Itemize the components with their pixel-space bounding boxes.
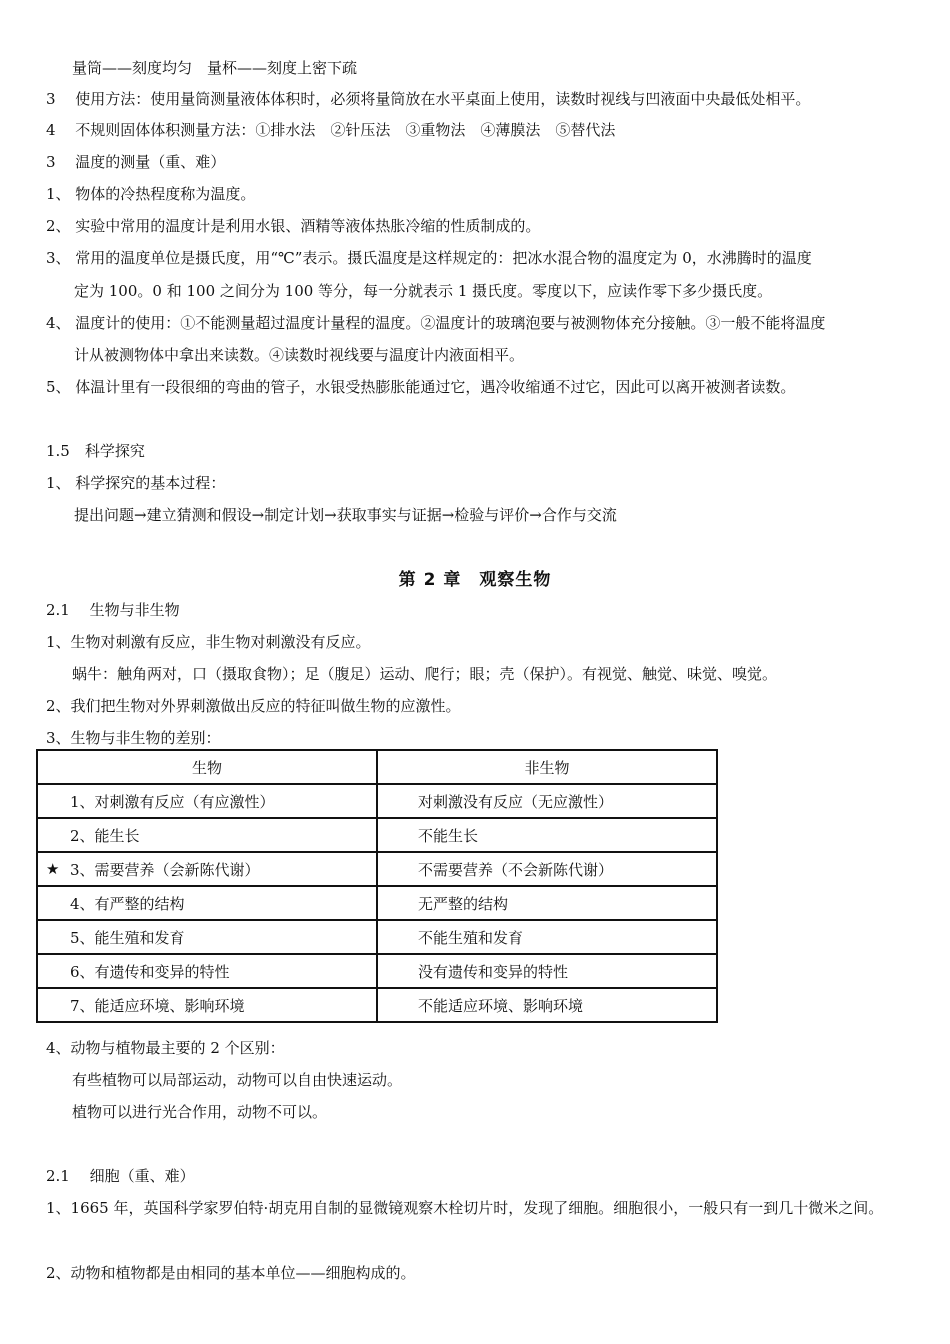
table-row: [37, 954, 717, 988]
table-cell: 无严整的结构: [377, 886, 717, 920]
chapter-title: 第 2 章 观察生物: [398, 570, 552, 590]
text-line: 定为 100。0 和 100 之间分为 100 等分，每一分就表示 1 摄氏度。零度以下，应读作零下多少摄氏度。: [74, 282, 773, 300]
table-row: [37, 886, 717, 920]
table-row: [37, 920, 717, 954]
text-line: 2、 实验中常用的温度计是利用水银、酒精等液体热胀冷缩的性质制成的。: [46, 217, 541, 235]
comparison-table: [36, 749, 718, 1023]
text-line: 1、生物对刺激有反应，非生物对刺激没有反应。: [46, 633, 371, 651]
table-cell: 2、能生长: [37, 818, 377, 852]
text-line: 2、我们把生物对外界刺激做出反应的特征叫做生物的应激性。: [46, 697, 461, 715]
table-cell: 4、有严整的结构: [37, 886, 377, 920]
text-paragraph: 1、1665 年，英国科学家罗伯特·胡克用自制的显微镜观察木栓切片时，发现了细胞。细胞很小，一般只有一到几十微米之间。: [46, 1199, 884, 1217]
table-cell: 不需要营养（不会新陈代谢）: [377, 852, 717, 886]
table-header-living: 生物: [37, 750, 377, 784]
text-line: 蜗牛：触角两对，口（摄取食物）；足（腹足）运动、爬行；眼；壳（保护）。有视觉、触觉、味觉、嗅觉。: [72, 665, 778, 683]
table-cell: 不能适应环境、影响环境: [377, 988, 717, 1022]
text-line: 2、动物和植物都是由相同的基本单位——细胞构成的。: [46, 1264, 416, 1282]
text-line: 4、动物与植物最主要的 2 个区别：: [46, 1039, 285, 1057]
text-line: 植物可以进行光合作用，动物不可以。: [72, 1103, 328, 1121]
text-line: 3、生物与非生物的差别：: [46, 729, 221, 747]
table-header-row: [37, 750, 717, 784]
text-line: 有些植物可以局部运动，动物可以自由快速运动。: [72, 1071, 403, 1089]
process-flow: 提出问题→建立猜测和假设→制定计划→获取事实与证据→检验与评价→合作与交流: [74, 506, 617, 524]
table-cell-starred: [37, 852, 377, 886]
text-line: 量筒——刻度均匀 量杯——刻度上密下疏: [72, 59, 358, 77]
table-cell: 1、对刺激有反应（有应激性）: [37, 784, 377, 818]
table-row: [37, 784, 717, 818]
table-row: [37, 818, 717, 852]
text-line: 1、 科学探究的基本过程：: [46, 474, 226, 492]
section-heading: 1.5 科学探究: [46, 442, 145, 460]
table-cell: 不能生长: [377, 818, 717, 852]
text-line: 4、 温度计的使用：①不能测量超过温度计量程的温度。②温度计的玻璃泡要与被测物体充分接触。③一般不能将温度: [46, 314, 826, 332]
table-row: [37, 852, 717, 886]
text-line: 3、 常用的温度单位是摄氏度，用“℃”表示。摄氏温度是这样规定的：把冰水混合物的温度定为 0，水沸腾时的温度: [46, 249, 812, 267]
text-line: 3 使用方法：使用量筒测量液体体积时，必须将量筒放在水平桌面上使用，读数时视线与凹液面中央最低处相平。: [46, 90, 811, 108]
section-heading: 2.1 细胞（重、难）: [46, 1167, 195, 1185]
table-cell: 对刺激没有反应（无应激性）: [377, 784, 717, 818]
section-heading: 3 温度的测量（重、难）: [46, 153, 226, 171]
table-cell: 5、能生殖和发育: [37, 920, 377, 954]
table-cell: 不能生殖和发育: [377, 920, 717, 954]
table-cell: 6、有遗传和变异的特性: [37, 954, 377, 988]
table-cell: 没有遗传和变异的特性: [377, 954, 717, 988]
text-line: 5、 体温计里有一段很细的弯曲的管子，水银受热膨胀能通过它，遇冷收缩通不过它，因此可以离开被测者读数。: [46, 378, 796, 396]
table-row: [37, 988, 717, 1022]
table-cell-text: 3、需要营养（会新陈代谢）: [70, 860, 260, 879]
text-line: 1、 物体的冷热程度称为温度。: [46, 185, 256, 203]
text-line: 4 不规则固体体积测量方法：①排水法 ②针压法 ③重物法 ④薄膜法 ⑤替代法: [46, 121, 616, 139]
text-line: 计从被测物体中拿出来读数。④读数时视线要与温度计内液面相平。: [74, 346, 525, 364]
section-heading: 2.1 生物与非生物: [46, 601, 180, 619]
table-header-nonliving: 非生物: [377, 750, 717, 784]
star-icon: ★: [46, 860, 60, 878]
table-cell: 7、能适应环境、影响环境: [37, 988, 377, 1022]
